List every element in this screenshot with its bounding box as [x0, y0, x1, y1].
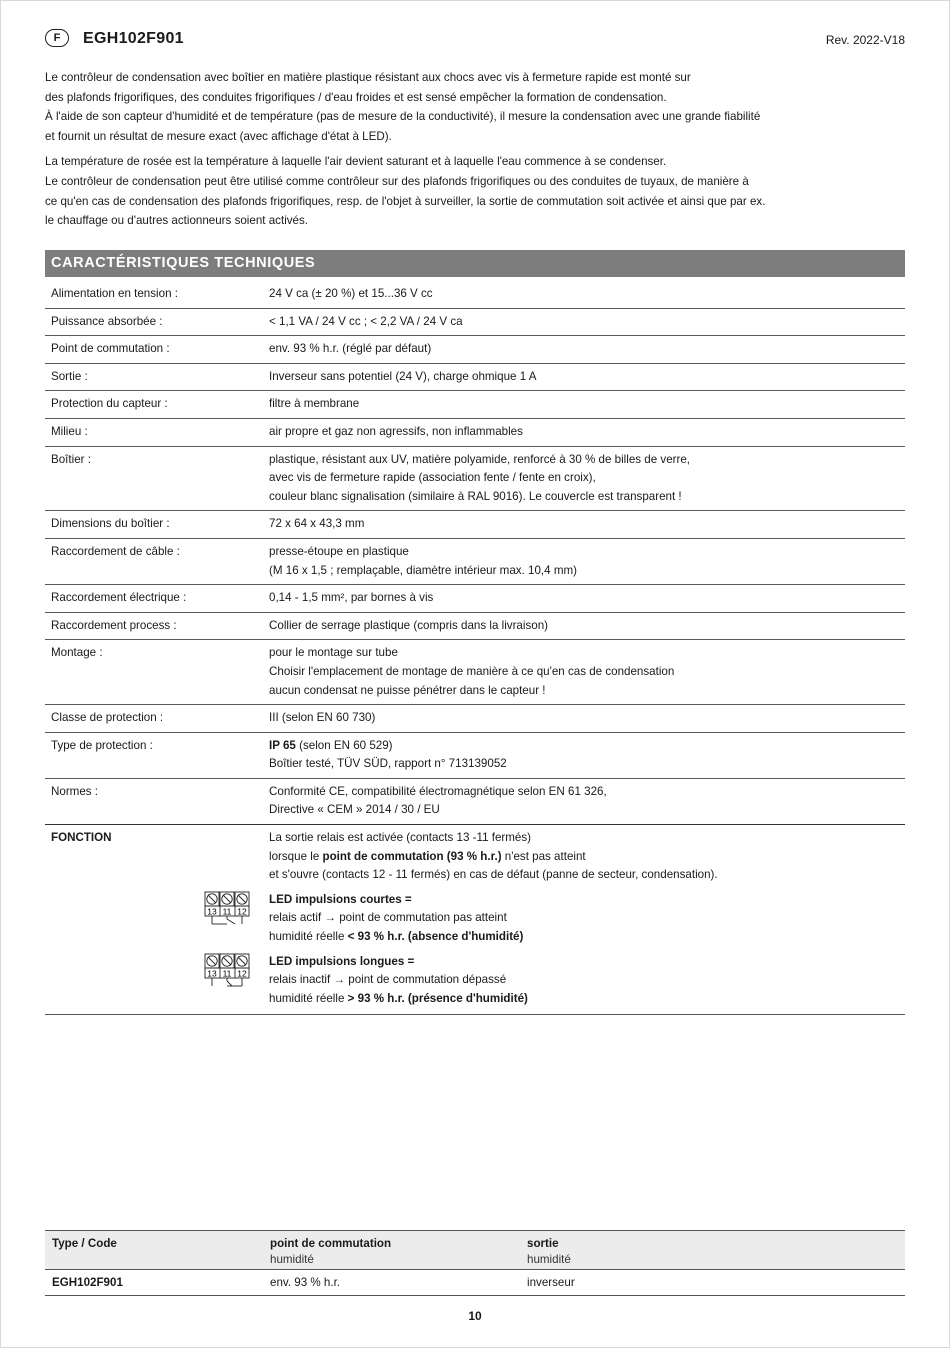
function-section	[45, 825, 905, 1015]
intro-text	[45, 68, 905, 237]
spec-value-line: filtre à membrane	[269, 397, 360, 411]
spec-value-line: Choisir l'emplacement de montage de manière à ce qu'en cas de condensation	[269, 664, 675, 678]
spec-value-line: Inverseur sans potentiel (24 V), charge ohmique 1 A	[269, 369, 537, 383]
led-long-text	[269, 953, 905, 1009]
intro-line: des plafonds frigorifiques, des conduites frigorifiques / d'eau froides et est sensé empêcher la formation de condensation.	[45, 90, 667, 104]
cell-type-code: EGH102F901	[52, 1276, 123, 1289]
spec-label: Sortie :	[51, 369, 88, 383]
spec-value-line: plastique, résistant aux UV, matière polyamide, renforcé à 30 % de billes de verre,	[269, 452, 691, 466]
spec-row-norms	[45, 779, 905, 825]
spec-label: Puissance absorbée :	[51, 314, 163, 328]
spec-label: Alimentation en tension :	[51, 287, 178, 300]
terminal-13: 13	[207, 968, 217, 979]
language-badge: F	[45, 29, 69, 47]
header-switch-point: point de commutation humidité	[270, 1237, 392, 1266]
header-type-code: Type / Code	[52, 1237, 117, 1250]
spec-label: Dimensions du boîtier :	[51, 517, 170, 531]
led-long-block	[45, 953, 905, 1009]
spec-value	[269, 313, 905, 332]
spec-value	[269, 423, 905, 442]
spec-value	[269, 543, 905, 580]
spec-value	[269, 617, 905, 636]
order-table	[45, 1230, 905, 1296]
page-header	[45, 28, 905, 50]
specs-table	[45, 281, 905, 1015]
terminal-11: 11	[222, 906, 232, 917]
spec-label: Raccordement process :	[51, 618, 177, 632]
relay-inactive-diagram	[204, 953, 254, 987]
intro-line: Le contrôleur de condensation avec boîtier en matière plastique résistant aux chocs avec vis à fermeture rapide est monté sur	[45, 71, 691, 84]
spec-label: Protection du capteur :	[51, 397, 168, 411]
spec-value	[269, 451, 905, 507]
spec-value	[269, 515, 905, 534]
led-long-line: humidité réelle > 93 % h.r. (présence d'humidité)	[269, 991, 528, 1005]
spec-label: Boîtier :	[51, 452, 91, 466]
led-short-line: humidité réelle < 93 % h.r. (absence d'humidité)	[269, 930, 524, 944]
led-long-title: LED impulsions longues =	[269, 954, 415, 968]
spec-value	[269, 589, 905, 608]
revision-label: Rev. 2022-V18	[825, 33, 905, 47]
spec-value	[269, 368, 905, 387]
spec-label: Type de protection :	[51, 738, 153, 752]
terminal-12: 12	[237, 906, 247, 917]
order-table-row	[45, 1270, 905, 1296]
spec-row-protection-type	[45, 733, 905, 779]
spec-row	[45, 281, 905, 309]
intro-line: le chauffage ou d'autres actionneurs soient activés.	[45, 214, 309, 228]
led-short-title: LED impulsions courtes =	[269, 892, 412, 906]
terminal-11: 11	[222, 968, 232, 979]
norms-line: Conformité CE, compatibilité électromagnétique selon EN 61 326,	[269, 784, 607, 798]
intro-line: La température de rosée est la température à laquelle l'air devient saturant et à laquelle l'eau commence à se condenser.	[45, 155, 667, 169]
section-title: CARACTÉRISTIQUES TECHNIQUES	[45, 250, 905, 277]
spec-row	[45, 391, 905, 419]
spec-row	[45, 309, 905, 337]
spec-value-line: env. 93 % h.r. (réglé par défaut)	[269, 342, 432, 356]
spec-row	[45, 447, 905, 512]
spec-label: Point de commutation :	[51, 342, 170, 356]
spec-value-line: (M 16 x 1,5 ; remplaçable, diamètre intérieur max. 10,4 mm)	[269, 563, 577, 577]
spec-label: Raccordement électrique :	[51, 591, 187, 605]
spec-value-line: < 1,1 VA / 24 V cc ; < 2,2 VA / 24 V ca	[269, 314, 463, 328]
intro-line: ce qu'en cas de condensation des plafonds frigorifiques, resp. de l'objet à surveiller, la sortie de commutation soit activée et ainsi que par ex.	[45, 194, 766, 208]
header-output: sortie humidité	[527, 1237, 571, 1266]
spec-value	[269, 644, 905, 700]
led-long-line: relais inactif → point de commutation dépassé	[269, 973, 507, 987]
cell-switch-point: env. 93 % h.r.	[270, 1276, 341, 1289]
spec-label: Normes :	[51, 784, 99, 798]
spec-value-line: aucun condensat ne puisse pénétrer dans le capteur !	[269, 683, 546, 697]
document-code: EGH102F901	[83, 30, 184, 47]
spec-value	[269, 285, 905, 304]
spec-value-line: 72 x 64 x 43,3 mm	[269, 517, 365, 531]
spec-row	[45, 511, 905, 539]
spec-value-line: presse-étoupe en plastique	[269, 544, 409, 558]
relay-active-diagram	[204, 891, 254, 925]
spec-value-line: air propre et gaz non agressifs, non inflammables	[269, 424, 523, 438]
spec-value-line: Collier de serrage plastique (compris dans la livraison)	[269, 618, 549, 632]
norms-line: Directive « CEM » 2014 / 30 / EU	[269, 803, 440, 817]
function-label: FONCTION	[51, 831, 112, 845]
spec-value	[269, 340, 905, 359]
intro-paragraph-2	[45, 152, 905, 230]
spec-label: Montage :	[51, 646, 103, 660]
function-line: La sortie relais est activée (contacts 13 -11 fermés)	[269, 831, 532, 845]
led-short-block	[45, 891, 905, 947]
spec-value	[269, 395, 905, 414]
spec-row	[45, 613, 905, 641]
order-table-header	[45, 1230, 905, 1270]
intro-line: Le contrôleur de condensation peut être utilisé comme contrôleur sur des plafonds frigorifiques ou des conduites de tuyaux, de manière à	[45, 174, 749, 188]
spec-value-line: III (selon EN 60 730)	[269, 711, 376, 725]
led-short-line: relais actif → point de commutation pas atteint	[269, 911, 507, 925]
ip-standard: (selon EN 60 529)	[295, 738, 393, 752]
spec-value-line: 0,14 - 1,5 mm², par bornes à vis	[269, 591, 434, 605]
spec-row	[45, 336, 905, 364]
switch-point-bold: point de commutation (93 % h.r.)	[322, 849, 502, 863]
terminal-12: 12	[237, 968, 247, 979]
ip-rating: IP 65	[269, 738, 296, 752]
intro-line: et fournit un résultat de mesure exact (avec affichage d'état à LED).	[45, 129, 392, 143]
spec-row	[45, 419, 905, 447]
led-short-text	[269, 891, 905, 947]
spec-row	[45, 640, 905, 705]
spec-row	[45, 705, 905, 733]
spec-row	[45, 364, 905, 392]
function-line: et s'ouvre (contacts 12 - 11 fermés) en cas de défaut (panne de secteur, condensation).	[269, 868, 718, 882]
terminal-13: 13	[207, 906, 217, 917]
spec-label: Classe de protection :	[51, 711, 164, 725]
spec-value-line: avec vis de fermeture rapide (association fente / fente en croix),	[269, 471, 596, 485]
spec-row	[45, 585, 905, 613]
cell-output: inverseur	[527, 1276, 575, 1289]
spec-label: Raccordement de câble :	[51, 544, 180, 558]
function-line: lorsque le point de commutation (93 % h.r.) n'est pas atteint	[269, 849, 586, 863]
test-report: Boîtier testé, TÜV SÜD, rapport n° 713139052	[269, 757, 507, 771]
spec-value	[269, 737, 905, 774]
spec-value-line: 24 V ca (± 20 %) et 15...36 V cc	[269, 287, 433, 300]
spec-row	[45, 539, 905, 585]
page-number: 10	[468, 1309, 482, 1323]
spec-label: Milieu :	[51, 424, 88, 438]
spec-value-line: couleur blanc signalisation (similaire à RAL 9016). Le couvercle est transparent !	[269, 489, 682, 503]
spec-value	[269, 709, 905, 728]
spec-value	[269, 783, 905, 820]
spec-value-line: pour le montage sur tube	[269, 646, 398, 660]
intro-line: À l'aide de son capteur d'humidité et de température (pas de mesure de la conductivité), il mesure la condensation avec une grande fiabilité	[45, 110, 761, 124]
intro-paragraph-1	[45, 68, 905, 146]
function-text	[269, 829, 905, 885]
